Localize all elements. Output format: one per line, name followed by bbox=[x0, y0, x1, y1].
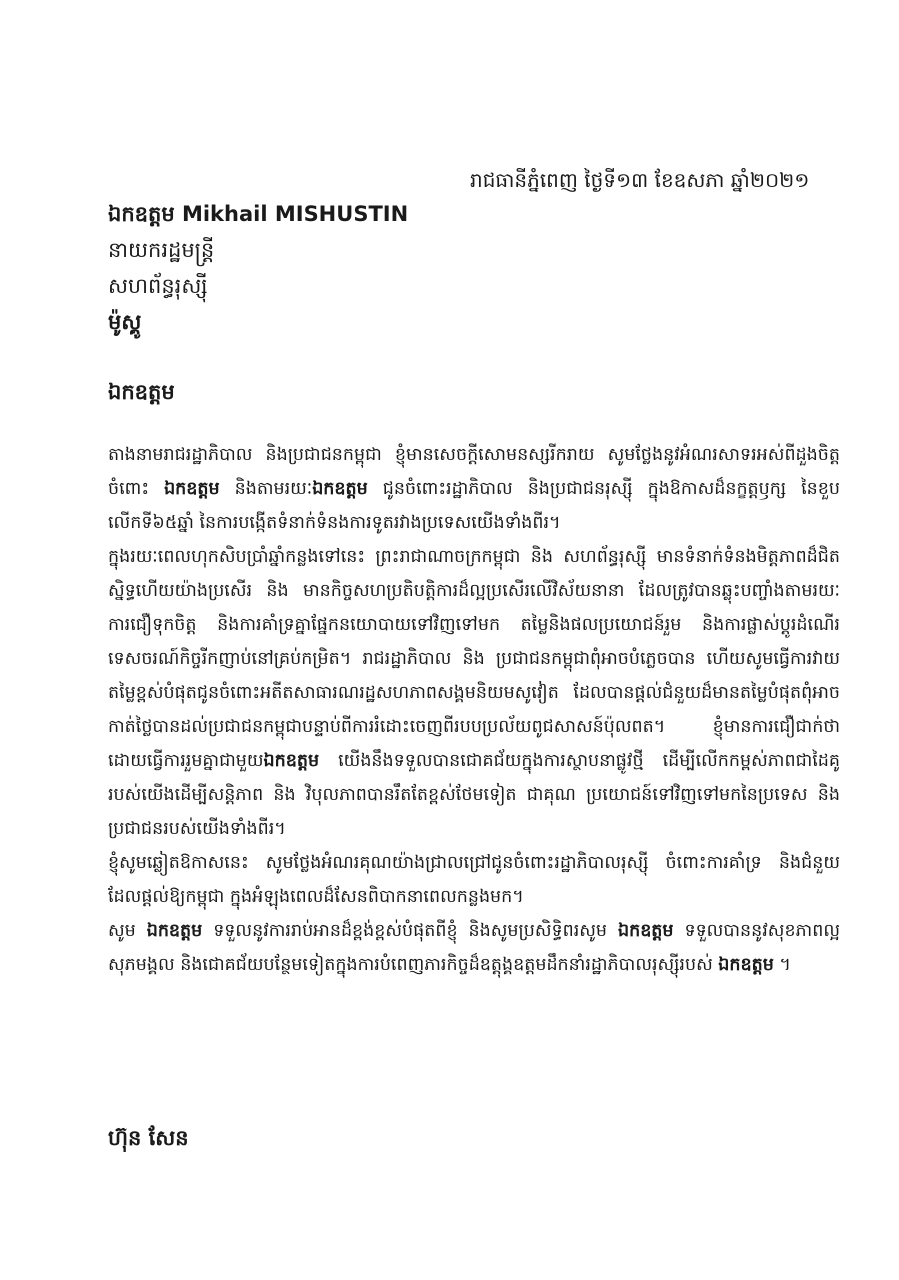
paragraph-text: សូម bbox=[108, 921, 147, 941]
paragraph-text: ជូនចំពោះរដ្ឋាភិបាល និងប្រជាជនរុស្ស៊ី ក្នុងឱកាសដ៏នក្ខត្តឫក្ស នៃខួបលើកទី៦៥ឆ្នាំ នៃការបង្កើតទំនាក់ទំនងការទូតរវាងប្រទេសយើងទាំងពីរ។ bbox=[108, 479, 841, 533]
honorific: ឯកឧត្តម bbox=[146, 921, 203, 941]
paragraph-4 bbox=[108, 914, 840, 982]
recipient-title: នាយករដ្ឋមន្ត្រី bbox=[108, 238, 215, 262]
paragraph-2 bbox=[108, 540, 840, 846]
signature-name: ហ៊ុន សែន bbox=[108, 1126, 189, 1150]
paragraph-3 bbox=[108, 846, 840, 914]
paragraph-text: ក្នុងរយៈពេលហុកសិបប្រាំឆ្នាំកន្លងទៅនេះ ព្រះរាជាណាចក្រកម្ពុជា និង សហព័ន្ធរុស្ស៊ី មានទំនាក់ទំនងមិត្តភាពដ៏ជិតស្និទ្ធហើយយ៉ាងប្រសើរ និង មានកិច្ចសហប្រតិបត្តិការដ៏ល្អប្រសើរលើវិស័យនានា ដែលត្រូវបានឆ្លុះបញ្ចាំងតាមរយៈការជឿទុកចិត្ត និងការគាំទ្រគ្នាផ្នែកនយោបាយទៅវិញទៅមក តម្លៃនិងផលប្រយោជន៍រួម និងការផ្លាស់ប្តូរដំណើរទេសចរណ៍កិច្ចរីកញាប់នៅគ្រប់កម្រិត។ រាជរដ្ឋាភិបាល និង ប្រជាជនកម្ពុជាពុំអាចបំភ្លេចបាន ហើយសូមធ្វើការវាយតម្លៃខ្ពស់បំផុតជូនចំពោះអតីតសាធារណរដ្ឋសហភាពសង្គមនិយមសូវៀត ដែលបានផ្តល់ជំនួយដ៏មានតម្លៃបំផុតពុំអាចកាត់ថ្លៃបានដល់ប្រជាជនកម្ពុជាបន្ទាប់ពីការរំដោះចេញពីរបបប្រល័យពូជសាសន៍ប៉ុលពត។ ខ្ញុំមានការជឿជាក់ថា ដោយធ្វើការរួមគ្នាជាមួយ bbox=[108, 547, 840, 771]
date-line: រាជធានីភ្នំពេញ ថ្ងៃទី១៣ ខែឧសភា ឆ្នាំ២០២១ bbox=[470, 168, 810, 192]
paragraph-text: ទទួលនូវការរាប់អានដ៏ខ្ពង់ខ្ពស់បំផុតពីខ្ញុំ និងសូមប្រសិទ្ធិពរសូម bbox=[202, 921, 618, 941]
recipient-country: សហព័ន្ធរុស្ស៊ី bbox=[108, 274, 208, 298]
paragraph-text: តាងនាមរាជរដ្ឋាភិបាល និងប្រជាជនកម្ពុជា ខ្ញុំមានសេចក្តីសោមនស្សរីករាយ សូមថ្លែងនូវអំណរសាទរអស់ពីដួងចិត្ត ចំពោះ bbox=[108, 445, 840, 499]
paragraph-text: ខ្ញុំសូមឆ្លៀតឱកាសនេះ សូមថ្លែងអំណរគុណយ៉ាងជ្រាលជ្រៅជូនចំពោះរដ្ឋាភិបាលរុស្ស៊ី ចំពោះការគាំទ្រ និងជំនួយ ដែលផ្តល់ឱ្យកម្ពុជា ក្នុងអំឡុងពេលដ៏សែនពិបាកនាពេលកន្លងមក។ bbox=[108, 853, 840, 907]
recipient-name: ឯកឧត្តម Mikhail MISHUSTIN bbox=[108, 202, 409, 226]
recipient-city: ម៉ូស្គូ bbox=[108, 310, 142, 334]
paragraph-text: យើងនឹងទទួលបានជោគជ័យក្នុងការស្ថាបនាផ្លូវថ្មី ដើម្បីលើកកម្ពស់ភាពជាដៃគូរបស់យើងដើម្បីសន្តិភាព និង វិបុលភាពបានរឹតតែខ្ពស់ថែមទៀត ជាគុណ ប្រយោជន៍ទៅវិញទៅមកនៃប្រទេស និងប្រជាជនរបស់យើងទាំងពីរ។ bbox=[108, 751, 840, 839]
paragraph-text: ។ bbox=[773, 955, 791, 975]
recipient-block bbox=[108, 196, 708, 340]
paragraph-1 bbox=[108, 438, 840, 540]
paragraph-text: និងតាមរយៈ bbox=[219, 479, 313, 499]
honorific: ឯកឧត្តម bbox=[263, 751, 320, 771]
letter-body bbox=[108, 438, 840, 982]
honorific: ឯកឧត្តម bbox=[617, 921, 674, 941]
honorific: ឯកឧត្តម bbox=[718, 955, 774, 975]
honorific: ឯកឧត្តម bbox=[312, 479, 368, 499]
salutation: ឯកឧត្តម bbox=[108, 380, 175, 404]
honorific: ឯកឧត្តម bbox=[164, 479, 220, 499]
paragraph-text: ទទួលបាននូវសុខភាពល្អ សុភមង្គល និងជោគជ័យបន្ថែមទៀតក្នុងការបំពេញភារកិច្ចដ៏ឧត្តុង្គឧត្តមដឹកនាំរដ្ឋាភិបាលរុស្ស៊ីរបស់ bbox=[108, 921, 840, 975]
